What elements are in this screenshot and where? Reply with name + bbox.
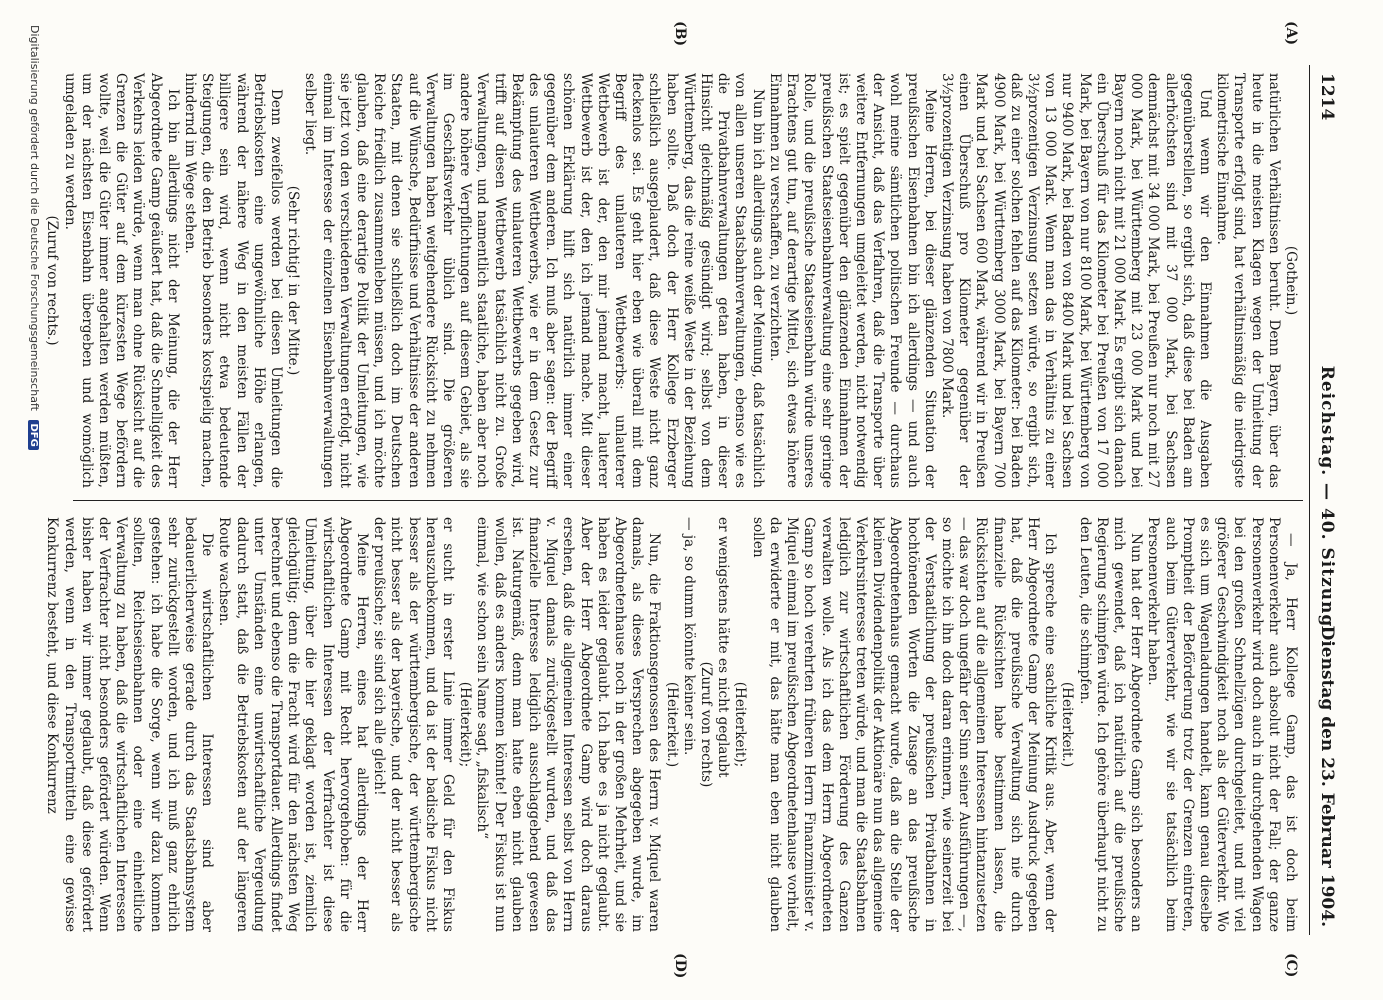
paragraph: Nun, die Fraktionsgenossen des Herrn v. Miquel waren damals, als dieses Versprechen abgegeben wurde, im Abgeordnetenhause noch in der großen Mehrheit, und sie haben es leider geglaubt. Ich habe es ja nicht geglaubt. Aber der Herr Abgeordnete Gamp wird doch daraus ersehen, daß die allgemeinen Interessen selbst von Herrn v. Miquel damals zurückgestellt wurden, und daß das finanzielle Interesse lediglich ausschlaggebend gewesen ist. Naturgemäß, denn man hatte eben nicht glauben wollen, daß es anders kommen könnte! Der Fiskus ist nun einmal, wie schon sein Name sagt, „fiskalisch“	[474, 517, 663, 932]
paragraph: Meine Herren, eines hat allerdings der Herr Abgeordnete Gamp mit Recht hervorgehoben: für die wirtschaftlichen Interessen der Verfrachter ist diese Umleitung, über die hier geklagt worden ist, ziemlich gleichgültig; denn die Fracht wird für den nächsten Weg berechnet und ebenso die Transportdauer. Allerdings findet unter Umständen eine unwirtschaftliche Vergeudung dadurch statt, daß die Betriebskosten auf der längeren Route wachsen.	[216, 517, 371, 932]
paragraph: er sucht in erster Linie immer Geld für den Fiskus herauszubekommen, und da ist der badische Fiskus nicht besser als der württembergische, der württembergische nicht besser als der bayerische, und der nicht besser als der preußische; sie sind sich alle gleich!	[371, 517, 457, 932]
margin-marker-d: (D)	[672, 953, 688, 979]
paragraph: — Ja, Herr Kollege Gamp, das ist doch beim Personenverkehr auch absolut nicht der Fall; der ganze Personenverkehr wird doch auch in durchgehenden Wagen bei den großen Schnellzügen durchgeleitet, und mit viel größerer Geschwindigkeit noch als der Güterverkehr. Wo es sich um Wagenladungen handelt, kann genau dieselbe Promptheit der Beförderung trotz der Grenzen eintreten, auch beim Güterverkehr, wie wir sie tatsächlich beim Personenverkehr haben.	[1145, 517, 1299, 932]
paragraph: Die wirtschaftlichen Interessen sind aber bedauerlicherweise gerade durch das Staatsbahnsystem sehr zurückgestellt worden, und ich muß ganz ehrlich gestehen: ich habe die Sorge, wenn wir dazu kommen sollten, Reichseisenbahnen oder eine einheitliche Verwaltung zu haben, daß die wirtschaftlichen Interessen der Verfrachter nicht besonders gefördert würden. Wenn bisher haben wir immer geglaubt, daß diese gefördert werden, wenn in den Transportmitteln eine gewisse Konkurrenz besteht, und diese Konkurrenz	[44, 517, 216, 932]
digitization-credit	[28, 25, 41, 450]
paragraph: Meine Herren, bei dieser glänzenden Situation der preußischen Eisenbahnen bin ich allerdings — und auch wohl meine sämtlichen politischen Freunde — durchaus der Ansicht, daß das Verfahren, daß die Transporte über weitere Entfernungen umgeleitet werden, nicht notwendig ist; es spielt gegenüber den glänzenden Einnahmen der preußischen Staatseisenbahnverwaltung eine sehr geringe Rolle, und die preußische Staatseisenbahn würde unseres Erachtens gut tun, auf derartige Mittel, sich etwas höhere Einnahmen zu verschaffen, zu verzichten.	[766, 73, 938, 488]
paragraph: Ich spreche eine sachliche Kritik aus. Aber, wenn der Herr Abgeordnete Gamp der Meinung Ausdruck gegeben hat, daß die preußische Verwaltung sich nie durch finanzielle Rücksichten habe bestimmen lassen, die Rücksichten auf die allgemeinen Interessen hintanzusetzen — das war doch ungefähr der Sinn seiner Ausführungen —, so möchte ich ihn doch daran erinnern, wie seinerzeit bei der Verstaatlichung der preußischen Privatbahnen in hochtönenden Worten die Zusage an das preußische Abgeordnetenhaus gemacht wurde, daß an die Stelle der kleinen Dividendenpolitik der Aktionäre nun das allgemeine Verkehrsinteresse treten würde, und man die Staatsbahnen lediglich zur wirtschaftlichen Förderung des Ganzen verwalten wolle. Als ich das dem Herrn Abgeordneten Gamp so hoch verehrten früheren Herrn Finanzminister v. Miquel einmal im preußischen Abgeordnetenhause vorhielt, da erwiderte er mit, das hätte man eben nicht glauben sollen	[749, 517, 1059, 933]
left-column	[44, 73, 1299, 488]
page-header	[1309, 55, 1343, 945]
column-rule	[73, 500, 1303, 501]
interjection: (Zuruf von rechts.)	[44, 215, 61, 346]
interjection: (Heiterkeit);	[732, 681, 749, 768]
interjection: (Heiterkeit.)	[1059, 681, 1076, 768]
interjection: (Sehr richtig! in der Mitte.)	[285, 185, 302, 376]
running-title: Reichstag. — 40. Sitzung.	[1317, 365, 1337, 635]
header-rule	[1309, 65, 1310, 935]
interjection: (Heiterkeit);	[457, 681, 474, 768]
credit-text: Digitalisierung gefördert durch die Deutsche Forschungsgemeinschaft	[28, 25, 41, 411]
paragraph: natürlichen Verhältnissen beruht. Denn Bayern, über das heute in die meisten Klagen wegen der Umleitung der Transporte erfolgt sind, hat verhältnismäßig die niedrigste kilometrische Einnahme.	[1214, 73, 1282, 488]
margin-marker-c: (C)	[1283, 953, 1299, 978]
session-date: Dienstag den 23. Februar 1904.	[1317, 625, 1337, 927]
paragraph: er wenigstens hätte es nicht geglaubt	[715, 517, 732, 778]
dfg-logo: DFG	[28, 420, 39, 449]
paragraph: Nun hat der Herr Abgeordnete Gamp sich besonders an mich gewendet, daß ich natürlich auf die preußische Regierung schimpfen würde. Ich gehöre überhaupt nicht zu den Leuten, die schimpfen.	[1076, 517, 1145, 932]
right-column	[44, 517, 1299, 933]
page-number: 1214	[1317, 73, 1337, 121]
interjection: (Zuruf von rechts)	[698, 661, 715, 788]
margin-marker-a: (A)	[1283, 21, 1299, 46]
paragraph: Ich bin allerdings nicht der Meinung, die der Herr Abgeordnete Gamp geäußert hat, daß die Schnelligkeit des Verkehrs leiden würde, wenn man ohne Rücksicht auf die Grenzen die Güter auf dem kürzesten Wege befördern wollte, weil die Güter immer angehalten werden müßten, um der nächsten Eisenbahn übergeben und womöglich umgeladen zu werden.	[61, 73, 181, 488]
paragraph: Denn zweifellos werden bei diesen Umleitungen die Betriebskosten eine ungewöhnliche Höhe erlangen, während der nähere Weg in den meisten Fällen der billigere sein wird, wenn nicht etwa bedeutende Steigungen, die den Betrieb besonders kostspielig machen, hindernd im Wege stehen.	[182, 73, 285, 488]
margin-marker-b: (B)	[672, 21, 688, 47]
interjection: (Heiterkeit.)	[663, 681, 680, 768]
paragraph: Nun bin ich allerdings auch der Meinung, daß tatsächlich von allen unseren Staatsbahnverwaltungen, ebenso wie es die Privatbahnverwaltungen getan haben, in dieser Hinsicht gleichmäßig gesündigt wird; selbst von dem Württemberg, das die reine weiße Weste in der Beziehung haben sollte. Daß doch der Herr Kollege Erzberger schließlich ausgeplaudert, daß diese Weste nicht ganz fleckenlos sei. Es geht hier eben wie überall mit dem Begriff des unlauteren Wettbewerbs: unlauterer Wettbewerb ist der, den mir jemand macht, lauterer Wettbewerb ist der, den ich jemand mache. Mit dieser schönen Erklärung hilft sich natürlich immer einer gegenüber dem anderen. Ich muß aber sagen: der Begriff des unlauteren Wettbewerbs, wie er in dem Gesetz zur Bekämpfung des unlauteren Wettbewerbs gegeben wird, trifft auf diesen Wettbewerb tatsächlich nicht zu. Große Verwaltungen, und namentlich staatliche, haben aber noch andere höhere Verpflichtungen auf diesem Gebiet, als sie im Geschäftsverkehr üblich sind. Die größeren Verwaltungen haben weitgehendere Rücksicht zu nehmen auf die Wünsche, Bedürfnisse und Verhältnisse der anderen Staaten, mit denen sie schließlich doch im Deutschen Reiche friedlich zusammenleben müssen, und ich möchte glauben, daß eine derartige Politik der Umleitungen, wie sie jetzt von den verschiedenen Verwaltungen erfolgt, nicht einmal im Interesse der einzelnen Eisenbahnverwaltungen selber liegt.	[302, 73, 766, 488]
paragraph: — ja, so dumm könnte keiner sein.	[680, 517, 697, 756]
paragraph: Und wenn wir den Einnahmen die Ausgaben gegenüberstellen, so ergibt sich, daß diese bei Baden am allerhöchsten sind mit 37 000 Mark, bei Sachsen demnächst mit 34 000 Mark, bei Preußen nur noch mit 27 000 Mark, bei Württemberg mit 23 000 Mark und bei Bayern noch nicht mit 21 000 Mark. Es ergibt sich danach ein Überschuß für das Kilometer bei Preußen von 17 000 Mark, bei Bayern von nur 8100 Mark, bei Württemberg von nur 9400 Mark, bei Baden von 8400 Mark und bei Sachsen von 13 000 Mark. Wenn man das in Verhältnis zu einer 3½prozentigen Verzinsung setzen würde, so ergibt sich, daß zu einer solchen fehlen auf das Kilometer: bei Baden 4900 Mark, bei Württemberg 3000 Mark, bei Bayern 700 Mark und bei Sachsen 600 Mark, während wir in Preußen einen Überschuß pro Kilometer gegenüber der 3½prozentigen Verzinsung haben von 7800 Mark.	[938, 73, 1213, 488]
speaker-label: (Gothein.)	[1283, 245, 1299, 316]
page	[44, 21, 1343, 979]
